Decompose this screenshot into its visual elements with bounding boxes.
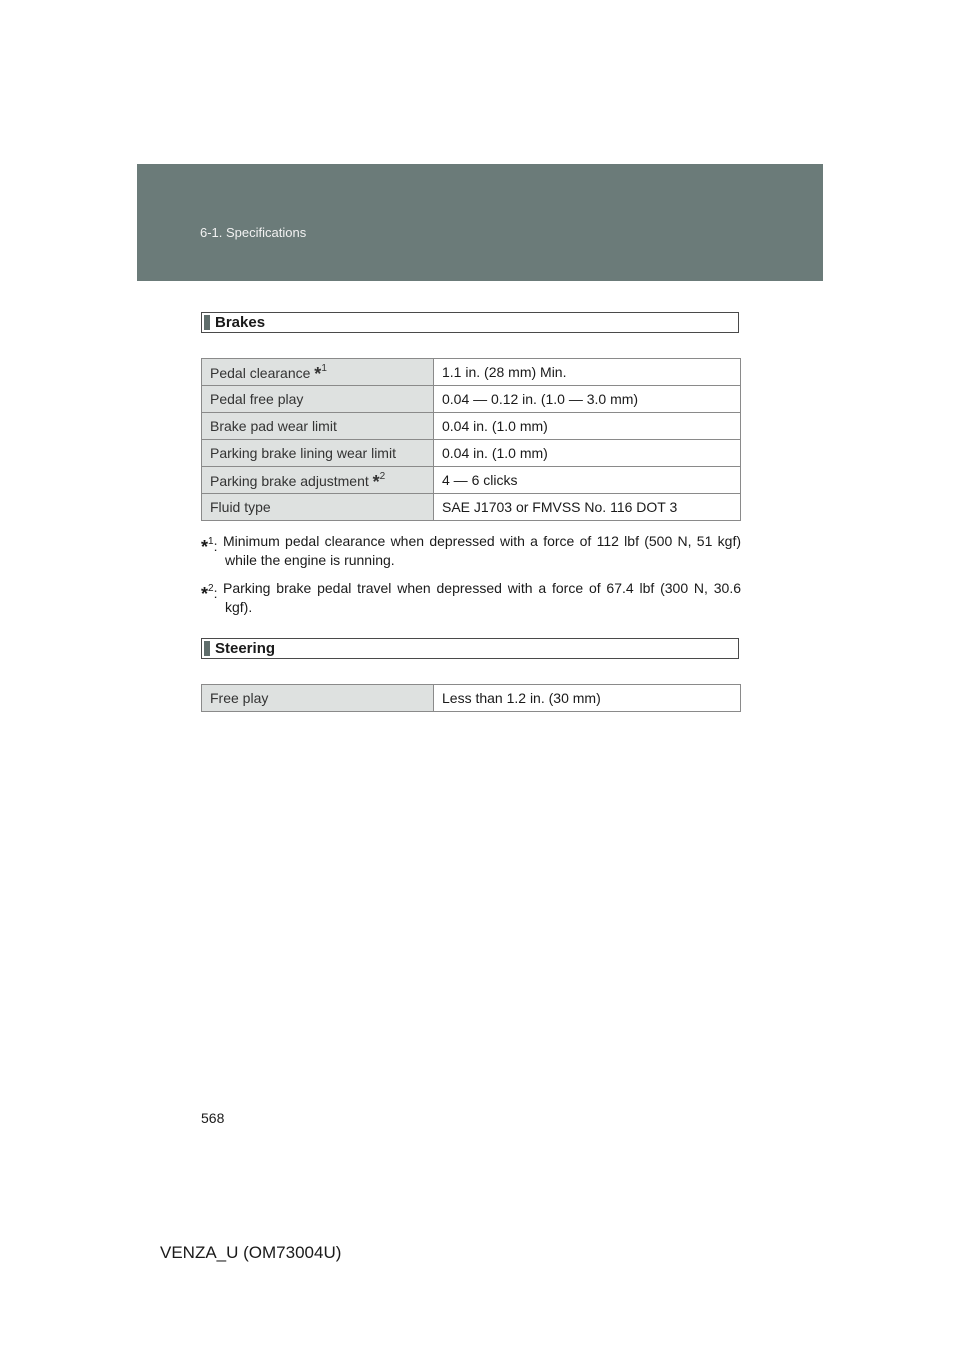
table-row bbox=[202, 440, 741, 467]
spec-value: Less than 1.2 in. (30 mm) bbox=[434, 685, 741, 712]
spec-value: 1.1 in. (28 mm) Min. bbox=[434, 359, 741, 386]
brakes-title: Brakes bbox=[215, 314, 266, 331]
brakes-table bbox=[201, 358, 741, 521]
spec-label: Fluid type bbox=[202, 494, 434, 521]
table-row bbox=[202, 494, 741, 521]
spec-label: Parking brake lining wear limit bbox=[202, 440, 434, 467]
steering-table bbox=[201, 684, 741, 712]
table-row bbox=[202, 386, 741, 413]
table-row bbox=[202, 413, 741, 440]
spec-value: 0.04 — 0.12 in. (1.0 — 3.0 mm) bbox=[434, 386, 741, 413]
table-row bbox=[202, 685, 741, 712]
footnote-1: $^{*1}$: Minimum pedal clearance when depressed with a force of 112 lbf (500 N, 51 kgf) while the engine is running. bbox=[201, 533, 741, 568]
spec-value: 4 — 6 clicks bbox=[434, 467, 741, 494]
footnote-2: $^{*2}$: Parking brake pedal travel when depressed with a force of 67.4 lbf (300 N, 30.6 kgf). bbox=[201, 580, 741, 615]
spec-value: 0.04 in. (1.0 mm) bbox=[434, 413, 741, 440]
spec-value: SAE J1703 or FMVSS No. 116 DOT 3 bbox=[434, 494, 741, 521]
document-code: VENZA_U (OM73004U) bbox=[160, 1243, 342, 1262]
section-label: 6-1. Specifications bbox=[200, 225, 307, 240]
spec-label: Parking brake adjustment $^{*2}$ bbox=[202, 467, 434, 494]
table-row bbox=[202, 467, 741, 494]
steering-heading bbox=[201, 638, 739, 659]
heading-bar bbox=[204, 315, 210, 330]
spec-value: 0.04 in. (1.0 mm) bbox=[434, 440, 741, 467]
footnote-text: Parking brake pedal travel when depressed with a force of 67.4 lbf (300 N, 30.6 kgf). bbox=[223, 580, 741, 615]
spec-label: Free play bbox=[202, 685, 434, 712]
spec-label: Brake pad wear limit bbox=[202, 413, 434, 440]
footnote-text: Minimum pedal clearance when depressed with a force of 112 lbf (500 N, 51 kgf) while the engine is running. bbox=[223, 533, 741, 568]
spec-label: Pedal clearance $^{*1}$ bbox=[202, 359, 434, 386]
steering-title: Steering bbox=[215, 640, 276, 657]
brakes-heading bbox=[201, 312, 739, 333]
header-band bbox=[137, 164, 823, 281]
page-number: 568 bbox=[201, 1110, 225, 1126]
table-row bbox=[202, 359, 741, 386]
heading-bar bbox=[204, 641, 210, 656]
spec-label: Pedal free play bbox=[202, 386, 434, 413]
